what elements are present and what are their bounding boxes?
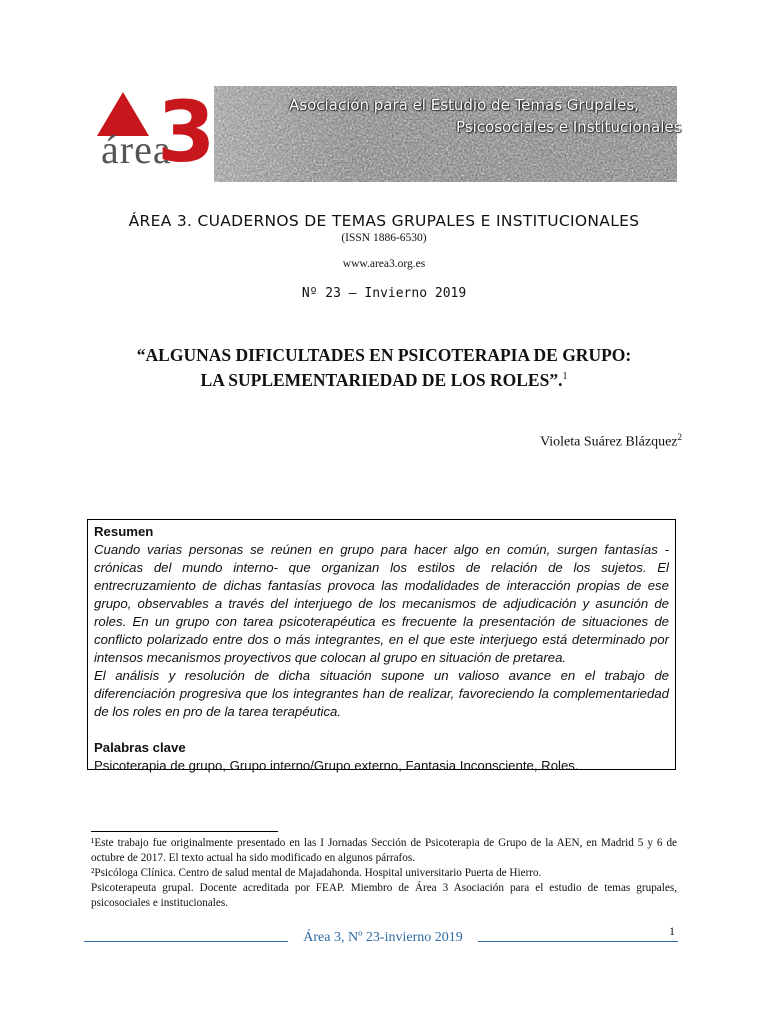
footer-rule-left bbox=[84, 941, 288, 942]
article-title-line1: “ALGUNAS DIFICULTADES EN PSICOTERAPIA DE GRUPO: bbox=[136, 345, 632, 365]
footer-rule-right bbox=[478, 941, 678, 942]
journal-title: ÁREA 3. CUADERNOS DE TEMAS GRUPALES E INSTITUCIONALES bbox=[128, 212, 640, 230]
banner-tagline-line2: Psicosociales e Institucionales bbox=[456, 118, 682, 136]
footnotes bbox=[91, 836, 677, 911]
footnote-divider bbox=[91, 831, 278, 832]
issue-info: Nº 23 – Invierno 2019 bbox=[301, 286, 467, 301]
abstract-heading: Resumen bbox=[94, 524, 154, 539]
footnote-2-line2: Psicoterapeuta grupal. Docente acreditada por FEAP. Miembro de Área 3 Asociación para el estudio de temas grupales, psicosociales e institucionales. bbox=[91, 882, 677, 909]
footnote-1: ¹Este trabajo fue originalmente presentado en las I Jornadas Sección de Psicoterapia de Grupo de la AEN, en Madrid 5 y 6 de octubre de 2017. El texto actual ha sido modificado en algunos párrafos. bbox=[91, 837, 677, 864]
author bbox=[540, 432, 682, 451]
footer-running-title: Área 3, Nº 23-invierno 2019 bbox=[303, 930, 463, 945]
issn: (ISSN 1886-6530) bbox=[341, 232, 427, 244]
keywords: Psicoterapia de grupo, Grupo interno/Grupo externo, Fantasia Inconsciente, Roles. bbox=[94, 758, 579, 773]
abstract-paragraph-1: Cuando varias personas se reúnen en grupo para hacer algo en común, surgen fantasías - crónicas del mundo interno- que organizan los estilos de relación de los sujetos. El entrecruzamiento de dichas fantasías provoca las modalidades de interacción propias de ese grupo, observables a través del interjuego de los mecanismos de adjudicación y asunción de roles. En un grupo con tarea psicoterapéutica es frecuente la presentación de situaciones de conflicto polarizado entre dos o más integrantes, en el que este interjuego está determinado por intensos mecanismos proyectivos que colocan al grupo en situación de pretarea. bbox=[94, 542, 669, 665]
author-name: Violeta Suárez Blázquez bbox=[539, 434, 678, 450]
footnote-2-line1: ²Psicóloga Clínica. Centro de salud mental de Majadahonda. Hospital universitario Puerta de Hierro. bbox=[91, 867, 542, 879]
website-link[interactable]: www.area3.org.es bbox=[342, 258, 426, 270]
area3-logo bbox=[91, 83, 216, 182]
footnote-ref-2[interactable]: 2 bbox=[677, 432, 682, 442]
logo-word: área bbox=[101, 127, 172, 172]
keywords-heading: Palabras clave bbox=[94, 740, 186, 755]
footnote-ref-1[interactable]: 1 bbox=[562, 371, 568, 383]
page-number: 1 bbox=[669, 924, 675, 938]
article-title-line2 bbox=[0, 370, 768, 391]
logo-number: 3 bbox=[157, 83, 216, 181]
abstract-box bbox=[87, 519, 676, 773]
abstract-paragraph-2: El análisis y resolución de dicha situación supone un valioso avance en el trabajo de diferenciación progresiva que los integrantes han de realizar, favoreciendo la complementariedad de los roles en pro de la tarea terapéutica. bbox=[94, 668, 669, 719]
banner-tagline-line1: Asociación para el Estudio de Temas Grupales, bbox=[289, 96, 639, 114]
article-title-text: LA SUPLEMENTARIEDAD DE LOS ROLES”. bbox=[200, 370, 563, 390]
